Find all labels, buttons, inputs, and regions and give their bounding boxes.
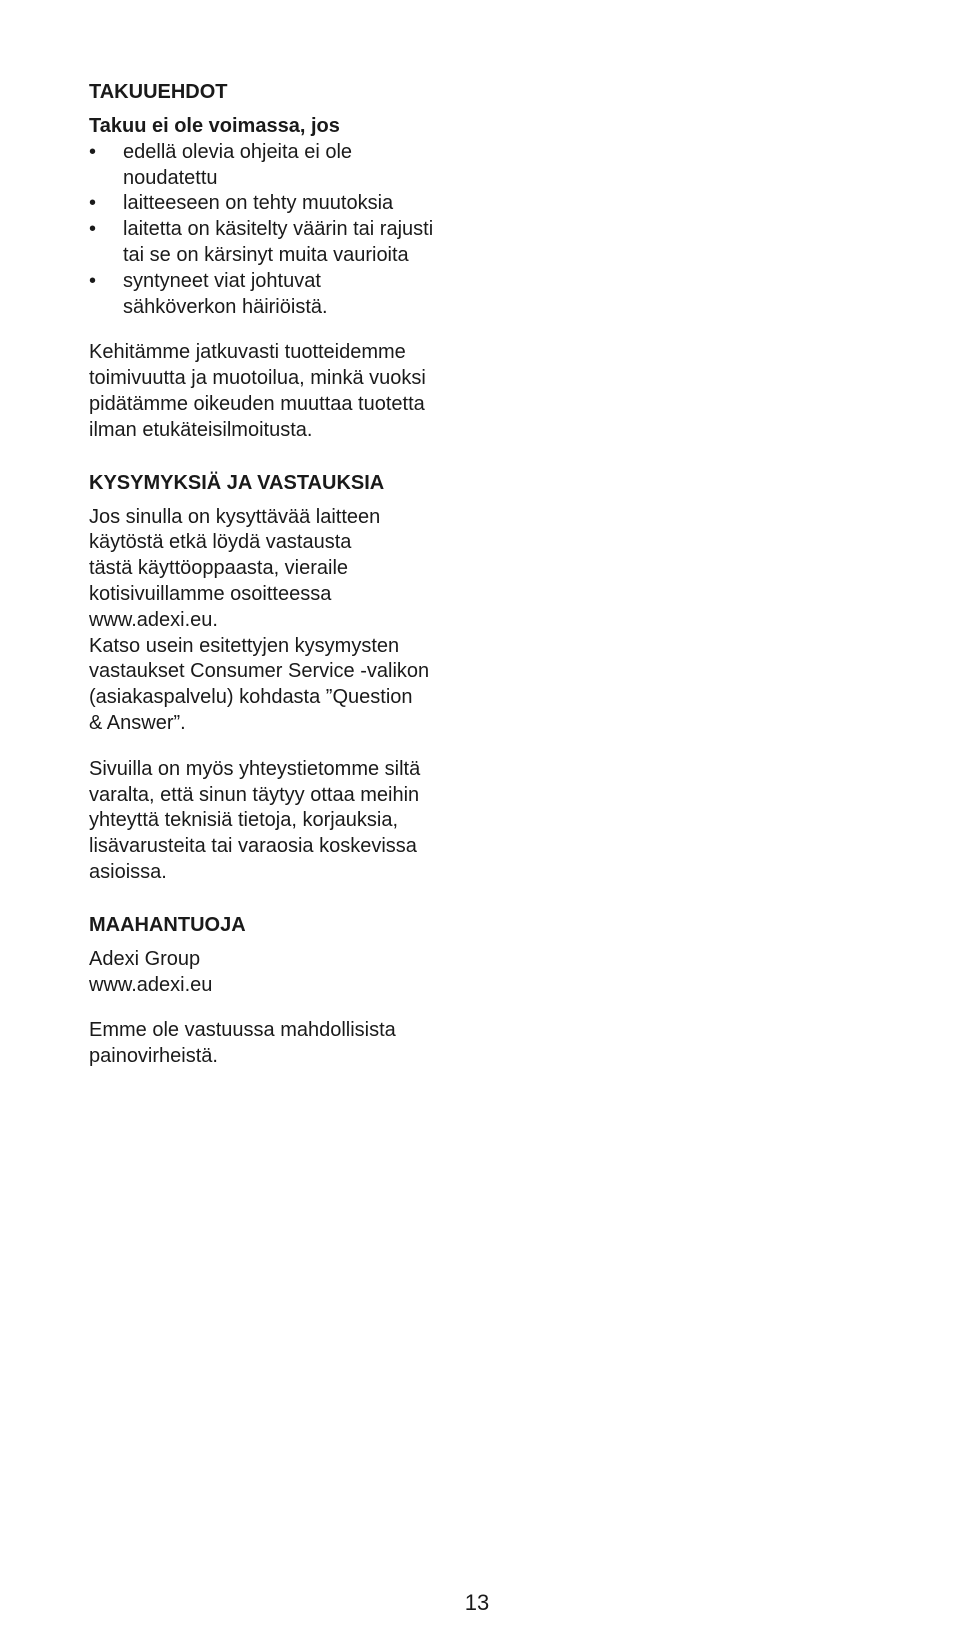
- bullet-icon: •: [89, 140, 97, 163]
- product-development-note: Kehitämme jatkuvasti tuotteidemme toimivuutta ja muotoilua, minkä vuoksi pidätämme oikeuden muuttaa tuotetta ilman etukäteisilmoitusta.: [89, 341, 426, 441]
- page-number: 13: [464, 1590, 490, 1615]
- list-item-text: laitetta on käsitelty väärin tai rajusti tai se on kärsinyt muita vaurioita: [123, 218, 434, 266]
- faq-paragraph-website: Jos sinulla on kysyttävää laitteen käytöstä etkä löydä vastausta tästä käyttöoppaasta, vieraile kotisivuillamme osoitteessa www.adexi.eu. Katso usein esitettyjen kysymysten vastaukset Consumer Service -valikon (asiakaspalvelu) kohdasta ”Question & Answer”.: [89, 505, 430, 734]
- importer-contact: [89, 947, 469, 999]
- importer-company: Adexi Group: [89, 947, 201, 970]
- faq-heading: KYSYMYKSIÄ JA VASTAUKSIA: [89, 471, 385, 494]
- list-item-text: laitteeseen on tehty muutoksia: [123, 192, 394, 215]
- warranty-subheading: Takuu ei ole voimassa, jos: [89, 115, 340, 137]
- warranty-heading: TAKUUEHDOT: [89, 81, 228, 103]
- bullet-icon: •: [89, 218, 97, 241]
- document-body: [89, 79, 469, 1090]
- list-item: [89, 269, 469, 321]
- importer-website: www.adexi.eu: [89, 973, 213, 996]
- warranty-conditions-list: [89, 140, 469, 321]
- list-item-text: edellä olevia ohjeita ei ole noudatettu: [123, 140, 353, 189]
- list-item: [89, 140, 469, 192]
- importer-section: [89, 912, 469, 1070]
- faq-section: [89, 470, 469, 886]
- importer-heading: MAAHANTUOJA: [89, 913, 246, 936]
- warranty-section: [89, 79, 469, 444]
- list-item-text: syntyneet viat johtuvat sähköverkon häiriöistä.: [123, 269, 328, 318]
- list-item: [89, 217, 469, 269]
- bullet-icon: •: [89, 192, 97, 215]
- list-item: [89, 191, 469, 217]
- faq-paragraph-contact: Sivuilla on myös yhteystietomme siltä varalta, että sinun täytyy ottaa meihin yhteyttä teknisiä tietoja, korjauksia, lisävarusteita tai varaosia koskevissa asioissa.: [89, 757, 421, 883]
- bullet-icon: •: [89, 269, 97, 292]
- printing-error-disclaimer: Emme ole vastuussa mahdollisista painovirheistä.: [89, 1019, 396, 1068]
